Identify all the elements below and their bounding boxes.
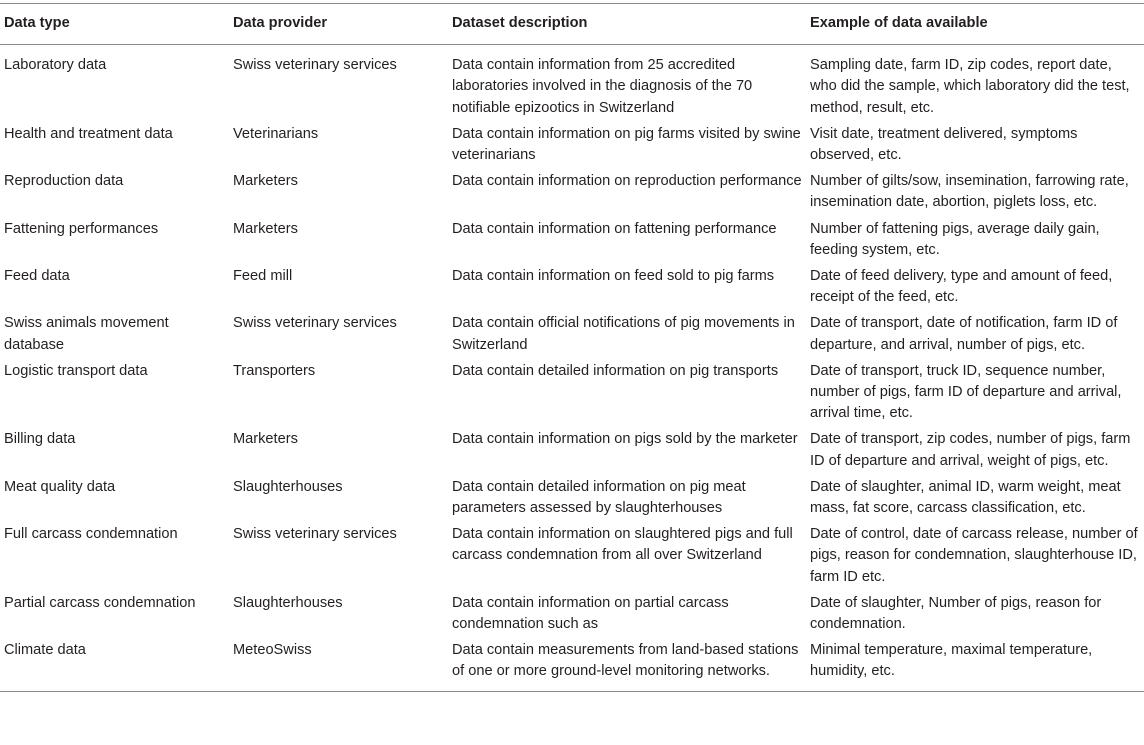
table-row (0, 359, 1144, 428)
cell-dataset-description: Data contain information on reproduction performance (452, 173, 802, 190)
cell-example-data: Date of transport, zip codes, number of pigs, farm ID of departure and arrival, weight of pigs, etc. (810, 431, 1131, 469)
table-row (0, 591, 1144, 638)
cell-data-type: Partial carcass condemnation (4, 594, 196, 611)
header-dataset-description: Dataset description (448, 4, 806, 45)
table-row (0, 638, 1144, 691)
cell-data-type: Fattening performances (4, 220, 159, 237)
cell-dataset-description: Data contain information on pigs sold by the marketer (452, 431, 798, 448)
cell-data-provider: Transporters (233, 362, 316, 379)
cell-data-type: Health and treatment data (4, 125, 173, 142)
cell-data-provider: Swiss veterinary services (233, 315, 397, 332)
cell-data-type: Climate data (0, 638, 229, 691)
cell-dataset-description: Data contain information on pig farms visited by swine veterinarians (452, 125, 801, 164)
cell-dataset-description: Data contain information on slaughtered pigs and full carcass condemnation from all over Switzerland (452, 526, 793, 564)
cell-data-type: Logistic transport data (4, 362, 148, 379)
cell-data-type: Reproduction data (4, 173, 124, 190)
cell-data-provider: Swiss veterinary services (233, 57, 397, 74)
cell-example-data: Date of control, date of carcass release, number of pigs, reason for condemnation, slaughterhouse ID, farm ID etc. (810, 526, 1138, 585)
cell-data-type: Billing data (4, 431, 76, 448)
cell-example-data: Date of feed delivery, type and amount of feed, receipt of the feed, etc. (810, 268, 1113, 306)
cell-example-data: Date of transport, truck ID, sequence number, number of pigs, farm ID of departure and arrival, arrival time, etc. (810, 362, 1122, 422)
cell-example-data: Number of gilts/sow, insemination, farrowing rate, insemination date, abortion, piglets loss, etc. (810, 173, 1129, 211)
cell-data-provider: Slaughterhouses (233, 478, 343, 495)
cell-dataset-description: Data contain measurements from land-based stations of one or more ground-level monitoring networks. (448, 638, 806, 691)
cell-dataset-description: Data contain detailed information on pig meat parameters assessed by slaughterhouses (452, 478, 746, 517)
header-example-data: Example of data available (806, 4, 1144, 45)
cell-dataset-description: Data contain information on fattening performance (452, 220, 777, 237)
cell-data-provider: Veterinarians (233, 125, 319, 142)
table-row (0, 45, 1144, 122)
table-row (0, 264, 1144, 311)
cell-example-data: Visit date, treatment delivered, symptoms observed, etc. (810, 125, 1078, 164)
table-row (0, 217, 1144, 264)
cell-dataset-description: Data contain information from 25 accredited laboratories involved in the diagnosis of the 70 notifiable epizootics in Switzerland (452, 57, 753, 116)
cell-data-provider: Marketers (233, 220, 298, 237)
cell-data-type: Laboratory data (4, 57, 107, 74)
cell-data-provider: MeteoSwiss (229, 638, 448, 691)
cell-data-type: Meat quality data (4, 478, 116, 495)
cell-data-type: Feed data (4, 268, 70, 285)
cell-data-provider: Feed mill (233, 268, 293, 285)
table-row (0, 169, 1144, 216)
cell-data-provider: Marketers (233, 173, 298, 190)
header-data-provider: Data provider (229, 4, 448, 45)
table-row (0, 522, 1144, 591)
cell-example-data: Date of transport, date of notification, farm ID of departure, and arrival, number of pigs, etc. (810, 315, 1118, 353)
cell-data-provider: Marketers (233, 431, 298, 448)
table-body (0, 45, 1144, 691)
table-header (0, 4, 1144, 45)
cell-example-data: Minimal temperature, maximal temperature, humidity, etc. (806, 638, 1144, 691)
cell-data-provider: Swiss veterinary services (233, 526, 397, 543)
table-row (0, 475, 1144, 522)
cell-dataset-description: Data contain information on feed sold to pig farms (452, 268, 775, 285)
cell-example-data: Sampling date, farm ID, zip codes, report date, who did the sample, which laboratory did the test, method, result, etc. (810, 57, 1130, 116)
table-row (0, 122, 1144, 169)
table-row (0, 311, 1144, 358)
cell-dataset-description: Data contain detailed information on pig transports (452, 362, 779, 379)
cell-dataset-description: Data contain official notifications of pig movements in Switzerland (452, 315, 795, 353)
cell-data-type: Swiss animals movement database (4, 315, 169, 353)
cell-example-data: Date of slaughter, animal ID, warm weight, meat mass, fat score, carcass classification, etc. (810, 478, 1121, 517)
table-row (0, 427, 1144, 474)
cell-example-data: Number of fattening pigs, average daily gain, feeding system, etc. (810, 220, 1100, 258)
data-sources-table (0, 3, 1144, 692)
cell-example-data: Date of slaughter, Number of pigs, reason for condemnation. (810, 594, 1102, 633)
header-row (0, 4, 1144, 45)
cell-data-type: Full carcass condemnation (4, 526, 178, 543)
header-data-type: Data type (0, 4, 229, 45)
cell-dataset-description: Data contain information on partial carcass condemnation such as (452, 594, 729, 633)
cell-data-provider: Slaughterhouses (233, 594, 343, 611)
